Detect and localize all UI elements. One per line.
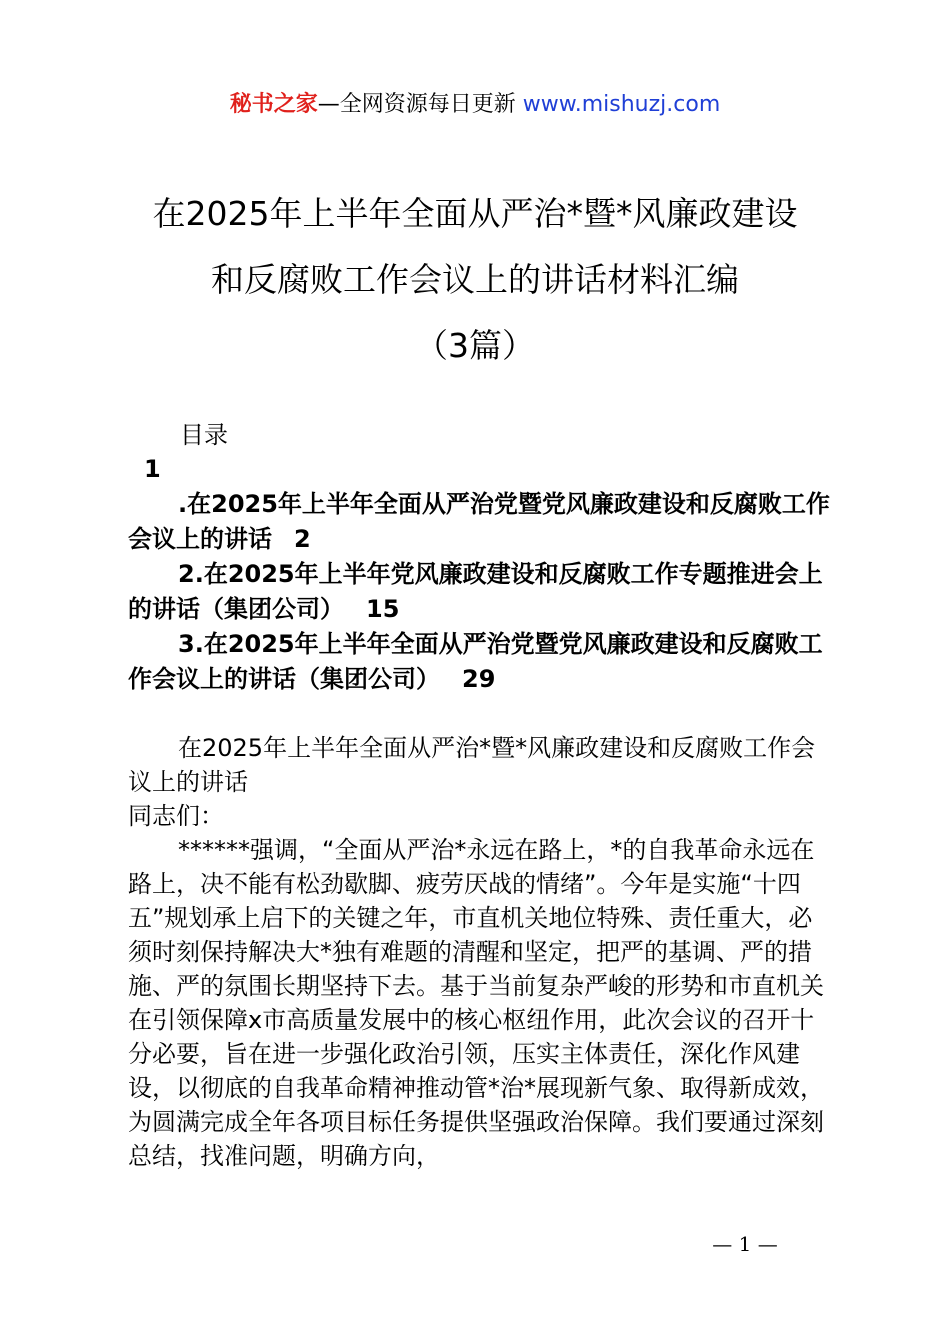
title-line-3: （3篇） (415, 326, 535, 365)
toc-item-1-page: 2 (294, 525, 311, 553)
site-url-link[interactable]: www.mishuzj.com (522, 92, 721, 117)
speech-heading: 在2025年上半年全面从严治*暨*风廉政建设和反腐败工作会议上的讲话 (128, 734, 816, 796)
toc-item-1-number: 1 (144, 455, 161, 483)
toc-item-2-page: 15 (366, 595, 400, 623)
title-line-2: 和反腐败工作会议上的讲话材料汇编 (211, 260, 739, 299)
site-header (0, 88, 950, 122)
toc-item-3[interactable] (128, 627, 833, 697)
toc-item-1[interactable] (128, 487, 833, 557)
table-of-contents (128, 452, 833, 697)
toc-item-1-text: .在2025年上半年全面从严治党暨党风廉政建设和反腐败工作会议上的讲话 (128, 490, 830, 553)
speech-body (128, 731, 833, 1173)
header-slogan: —全网资源每日更新 (317, 92, 523, 117)
toc-item-3-text: 3.在2025年上半年全面从严治党暨党风廉政建设和反腐败工作会议上的讲话（集团公司） (128, 630, 823, 693)
document-title (110, 181, 840, 379)
title-line-1: 在2025年上半年全面从严治*暨*风廉政建设 (152, 194, 798, 233)
page-number: — 1 — (712, 1232, 778, 1256)
toc-item-2[interactable] (128, 557, 833, 627)
toc-item-3-page: 29 (462, 665, 496, 693)
body-paragraph: ******强调，“全面从严治*永远在路上，*的自我革命永远在路上，决不能有松劲歇脚、疲劳厌战的情绪”。今年是实施“十四五”规划承上启下的关键之年，市直机关地位特殊、责任重大，必须时刻保持解决大*独有难题的清醒和坚定，把严的基调、严的措施、严的氛围长期坚持下去。基于当前复杂严峻的形势和市直机关在引领保障x市高质量发展中的核心枢纽作用，此次会议的召开十分必要，旨在进一步强化政治引领，压实主体责任，深化作风建设，以彻底的自我革命精神推动管*治*展现新气象、取得新成效，为圆满完成全年各项目标任务提供坚强政治保障。我们要通过深刻总结，找准问题，明确方向， (128, 836, 824, 1170)
salutation: 同志们： (128, 802, 224, 830)
brand-name: 秘书之家 (229, 92, 318, 117)
toc-item-2-text: 2.在2025年上半年党风廉政建设和反腐败工作专题推进会上的讲话（集团公司） (128, 560, 823, 623)
toc-heading: 目录 (180, 421, 228, 449)
